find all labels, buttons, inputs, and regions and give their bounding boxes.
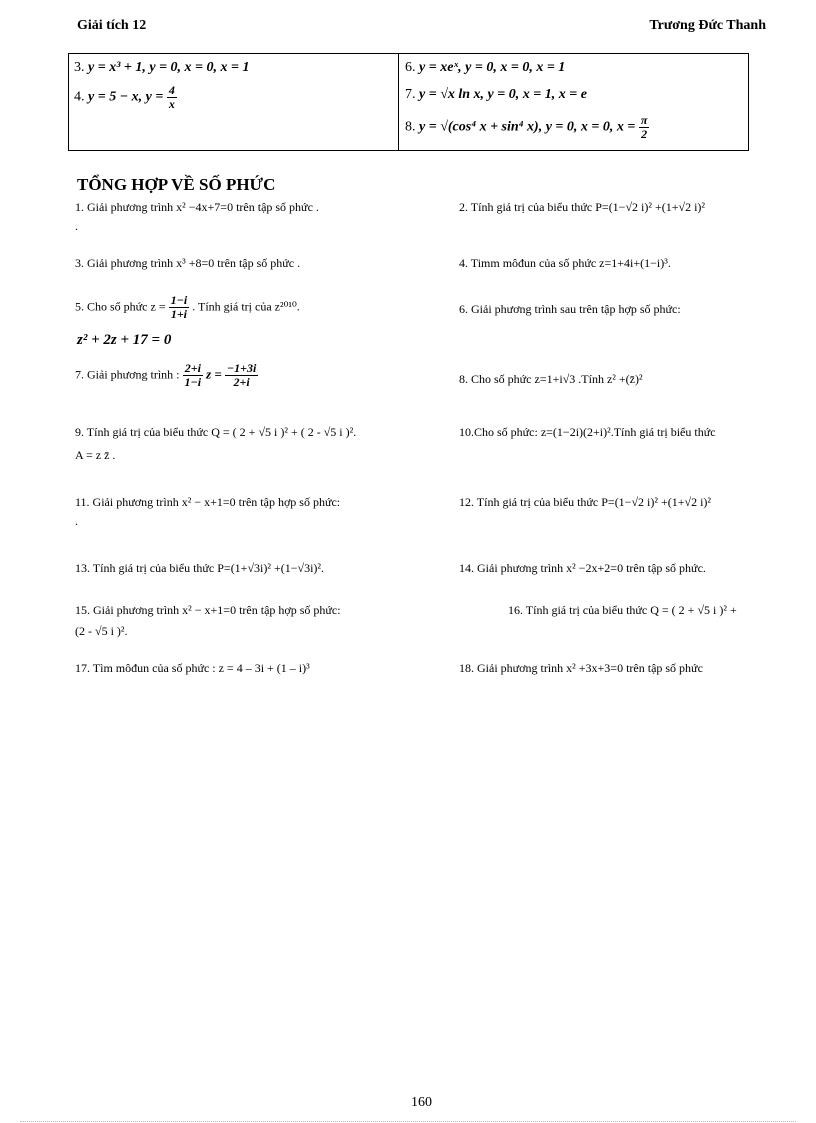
problem-8: 8. Cho số phức z=1+i√3 .Tính z² +(z̄)² [459, 372, 643, 386]
header-author: Trương Đức Thanh [649, 18, 766, 33]
row-6-expr: y = xeˣ, y = 0, x = 0, x = 1 [419, 60, 566, 75]
row-4: 4. y = 5 − x, y = $\frac{4}{x}$ [74, 83, 175, 111]
problem-16-continuation: (2 - √5 i )². [75, 624, 128, 638]
row-7: 7. y = √x ln x, y = 0, x = 1, x = e [405, 87, 587, 102]
row-7-expr: y = √x ln x, y = 0, x = 1, x = e [419, 87, 587, 102]
problem-16: 16. Tính giá trị của biểu thức Q = ( 2 + √5 i )² + [508, 603, 737, 617]
row-4-expr: y = 5 − x, y = [88, 89, 164, 105]
problem-5: 5. Cho số phức z = $\frac{1-i}{1+i}$ . Tính giá trị của z²⁰¹⁰. [75, 293, 300, 321]
header-subject: Giải tích 12 [77, 18, 147, 33]
problem-18: 18. Giải phương trình x² +3x+3=0 trên tập số phức [459, 661, 703, 675]
problem-13: 13. Tính giá trị của biểu thức P=(1+√3i)² +(1−√3i)². [75, 561, 325, 575]
section-title: TỔNG HỢP VỀ SỐ PHỨC [77, 175, 276, 194]
row-6: 6. y = xeˣ, y = 0, x = 0, x = 1 [405, 60, 566, 75]
problem-11-dot: . [75, 514, 78, 528]
problem-7: 7. Giải phương trình : $\frac{2+i}{1-i}$ z = $\frac{-1+3i}{2+i}$ [75, 361, 257, 389]
page-bottom-divider [20, 1121, 796, 1122]
problem-3: 3. Giải phương trình x³ +8=0 trên tập số phức . [75, 256, 301, 270]
problem-6-equation: z² + 2z + 17 = 0 [77, 332, 172, 348]
row-8-fraction: $\frac{\pi}{2}$ [640, 113, 648, 141]
row-8: 8. y = √(cos⁴ x + sin⁴ x), y = 0, x = 0, x = $\frac{\pi}{2}$ [405, 113, 648, 141]
row-3: 3. y = x³ + 1, y = 0, x = 0, x = 1 [74, 60, 250, 75]
problem-15: 15. Giải phương trình x² − x+1=0 trên tập hợp số phức: [75, 603, 341, 617]
problem-7-fraction-left: $\frac{2+i}{1-i}$ [184, 361, 202, 389]
row-3-expr: y = x³ + 1, y = 0, x = 0, x = 1 [88, 60, 250, 75]
problem-7-fraction-right: $\frac{-1+3i}{2+i}$ [226, 361, 257, 389]
problem-6: 6. Giải phương trình sau trên tập hợp số phức: [459, 302, 681, 316]
problem-10-expression: A = z z̄ . [75, 448, 116, 462]
problem-12: 12. Tính giá trị của biểu thức P=(1−√2 i)² +(1+√2 i)² [459, 495, 712, 509]
row-4-fraction: $\frac{4}{x}$ [168, 83, 175, 111]
problem-17: 17. Tìm môđun của số phức : z = 4 – 3i + (1 – i)³ [75, 661, 310, 675]
table-left-cell [69, 54, 399, 151]
problem-4: 4. Timm môđun của số phức z=1+4i+(1−i)³. [459, 256, 671, 270]
table-right-cell [399, 54, 749, 151]
problem-14: 14. Giải phương trình x² −2x+2=0 trên tập số phức. [459, 561, 706, 575]
problem-1: 1. Giải phương trình x² −4x+7=0 trên tập số phức . [75, 200, 319, 214]
problem-10: 10.Cho số phức: z=(1−2i)(2+i)².Tính giá trị biểu thức [459, 425, 716, 439]
problem-1-dot: . [75, 219, 78, 233]
problem-table [68, 53, 749, 151]
problem-5-fraction: $\frac{1-i}{1+i}$ [170, 293, 188, 321]
problem-2: 2. Tính giá trị của biểu thức P=(1−√2 i)² +(1+√2 i)² [459, 200, 706, 214]
problem-11: 11. Giải phương trình x² − x+1=0 trên tập hợp số phức: [75, 495, 341, 509]
row-8-expr: y = √(cos⁴ x + sin⁴ x), y = 0, x = 0, x = [419, 119, 636, 135]
problem-9: 9. Tính giá trị của biểu thức Q = ( 2 + √5 i )² + ( 2 - √5 i )². [75, 425, 357, 439]
page-number: 160 [411, 1095, 432, 1110]
